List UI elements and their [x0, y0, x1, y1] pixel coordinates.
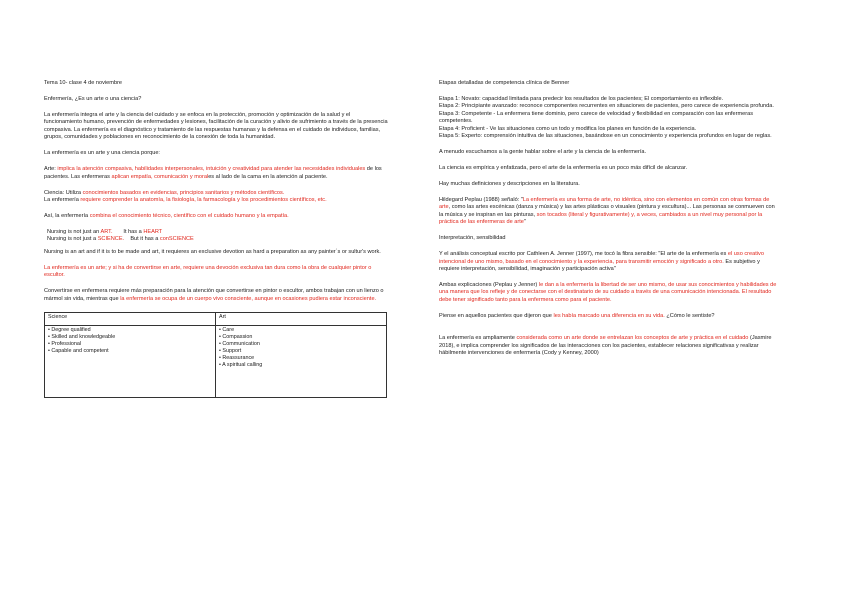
piense-highlight: les había marcado una diferencia en su vida.: [553, 312, 665, 319]
asi-highlight: combina el conocimiento técnico, científico con el cuidado humano y la empatía.: [89, 213, 289, 220]
arte-label: Arte:: [44, 166, 56, 173]
stage-5: Etapa 5: Experto: comprensión intuitiva de las situaciones, basándose en un conocimiento y experiencia profundos en lugar de reglas.: [439, 133, 772, 140]
final-text: La enfermería es ampliamente: [439, 335, 515, 342]
ciencia-highlight: conocimientos basados en evidencias, principios sanitarios y métodos científicos.: [82, 189, 285, 196]
science-header: Science: [45, 312, 216, 325]
page-title: Tema 10- clase 4 de noviembre: [44, 80, 123, 86]
ciencia-paragraph: [44, 190, 389, 205]
convertirse-text: Convertirse en enfermera requiere más preparación para la atención que convertirse en pintor o escultor, ambos trabajan con un lienzo o mármol sin vida, mientras que: [44, 288, 384, 302]
final-paragraph: [439, 335, 777, 357]
art-item: • Support: [219, 348, 383, 355]
arte-highlight: implica la atención compasiva, habilidades interpersonales, intuición y creatividad para atender las necesidades individuales: [57, 166, 366, 173]
art-item: • Reassurance: [219, 355, 383, 362]
heart-word: HEART: [143, 229, 163, 236]
science-item: • Degree qualified: [48, 327, 212, 334]
art-line-text: Nursing is not just an: [47, 229, 100, 236]
final-text-2: (Jasmire 2018), e implica comprender los significados de las interacciones con los pacientes, establecer relaciones significativas y realizar hábilmente intervenciones de enfermería (Cody y Kenney, 2000): [439, 335, 772, 357]
jenner-text-2: Es subjetivo y requiere interpretación, sensibilidad, imaginación y participación activa": [439, 258, 760, 273]
ambas-paragraph: [439, 282, 777, 304]
question-heading: Enfermería, ¿Es un arte o una ciencia?: [44, 96, 142, 102]
science-art-table: [44, 312, 387, 398]
piense-text: Piense en aquellos pacientes que dijeron que: [439, 312, 552, 319]
definiciones-paragraph: Hay muchas definiciones y descripciones en la literatura.: [439, 181, 580, 188]
definition-paragraph: La enfermería integra el arte y la ciencia del cuidado y se enfoca en la protección, promoción y optimización de la salud y el funcionamiento humano, prevención de enfermedades y lesiones, facilitación de la curación y alivio de sufrimiento a través de la presencia compasiva. La enfermería es el diagnóstico y tratamiento de las respuestas humanas y la defensa en el cuidado de individuos, familias, grupos, comunidades y poblaciones en reconocimiento de la conexión de toda la humanidad.: [44, 112, 388, 141]
final-highlight: considerada como un arte donde se entrelazan los conceptos de arte y práctica en el cuidado: [516, 335, 749, 342]
stage-4: Etapa 4: Proficient - Ve las situaciones como un todo y modifica los planes en función de la experiencia.: [439, 125, 697, 132]
arte-highlight-2: aplican empatía, comunicación y moral: [111, 173, 209, 180]
art-quote-lines: [44, 229, 389, 244]
asi-paragraph: [44, 213, 389, 220]
peplau-paragraph: [439, 197, 777, 227]
interpretacion-heading: Interpretación, sensibilidad: [439, 235, 506, 242]
conscience-word: conSCIENCE: [159, 236, 194, 243]
arte-paragraph: [44, 166, 389, 181]
ambas-highlight: le dan a la enfermería la libertad de ser uno mismo, de usar sus conocimientos y habilidades de una manera que los refleje y de conectarse con el destinatario de su cuidado a través de una comunicación intencionada. El resultado debe tener significado tanto para la enfermera como para el paciente.: [439, 282, 777, 303]
peplau-text: Hildegard Peplau (1988) señaló: ": [439, 197, 523, 204]
arte-text: de los pacientes. Las enfermeras: [44, 166, 382, 180]
peplau-close: ": [523, 219, 526, 226]
art-item: • Communication: [219, 341, 383, 348]
art-list: [219, 327, 383, 369]
jenner-highlight: el uso creativo intencional de uno mismo, basado en el conocimiento y la experiencia, para transmitir emoción y significado a otro.: [439, 251, 764, 265]
art-item: • A spiritual calling: [219, 362, 383, 369]
convertirse-highlight: la enfermería se ocupa de un cuerpo vivo consciente, aunque en ocasiones pudiera estar inconsciente.: [120, 295, 377, 302]
science-item: • Skilled and knowledgeable: [48, 334, 212, 341]
right-column: [439, 80, 777, 366]
arte-text-2: es al lado de la cama en la atención al paciente.: [208, 173, 328, 180]
science-cell: [45, 325, 216, 397]
peplau-text-2: , como las artes escénicas (danza y música) y las artes plásticas o visuales (pintura y escultura)... Las personas se conmueven con la música y se inspiran en las pinturas,: [439, 204, 775, 218]
ambas-text: Ambas explicaciones (Peplau y Jenner): [439, 282, 538, 289]
science-item: • Professional: [48, 341, 212, 348]
peplau-highlight: La enfermería es una forma de arte, no idéntica, sino con elementos en común con otras formas de arte: [439, 197, 770, 211]
art-word: ART.: [100, 229, 113, 236]
jenner-paragraph: [439, 251, 777, 273]
asi-text: Así, la enfermería: [44, 213, 89, 220]
art-header: Art: [216, 312, 387, 325]
science-list: [48, 327, 212, 355]
ciencias-paragraph: La ciencia es empírica y enfatizada, pero el arte de la enfermería es un poco más difícil de alcanzar.: [439, 165, 688, 172]
ciencia-text: Ciencia: Utiliza: [44, 189, 81, 196]
art-item: • Compassion: [219, 334, 383, 341]
nursing-art-quote: Nursing is an art and if it is to be made and art, it requieres an exclusive devotion as hard a preparation as any painter´s or sultur's work.: [44, 248, 381, 255]
art-cell: [216, 325, 387, 397]
conscience-line-text: But it has a: [130, 236, 159, 243]
nursing-art-translation: La enfermería es un arte; y si ha de convertirse en arte, requiere una devoción exclusiva tan dura como la obra de cualquier pintor o escultor.: [44, 264, 372, 279]
convertirse-paragraph: [44, 288, 389, 303]
art-item: • Care: [219, 327, 383, 334]
stage-3: Etapa 3: Competente - La enfermera tiene dominio, pero carece de velocidad y flexibilidad en comparación con las enfermeras competentes.: [439, 110, 754, 125]
peplau-highlight-2: son tocados (literal y figurativamente) y, a veces, cambiados a un nivel muy personal por la práctica de las enfermeras de arte: [439, 211, 763, 226]
stage-1: Etapa 1: Novato: capacidad limitada para predecir los resultados de los pacientes; El comportamiento es inflexible.: [439, 96, 724, 102]
jenner-text: Y el análisis conceptual escrito por Cathleen A. Jenner (1997), me tocó la fibra sensible: "El arte de la enfermería es: [439, 251, 727, 258]
piense-paragraph: [439, 313, 777, 320]
science-line-text: Nursing is not just a: [47, 236, 97, 243]
benner-stages: [439, 96, 777, 140]
science-item: • Capable and competent: [48, 348, 212, 355]
science-word: SCIENCE.: [97, 236, 125, 243]
left-column: [44, 80, 389, 398]
stage-2: Etapa 2: Principiante avanzado: reconoce componentes recurrentes en situaciones de pacientes, pero carece de experiencia profunda.: [439, 103, 774, 110]
ciencia-highlight-2: requiere comprender la anatomía, la fisiología, la farmacología y los procedimientos científicos, etc.: [80, 197, 327, 204]
ciencia-text-2: La enfermería: [44, 197, 79, 204]
menudo-paragraph: A menudo escuchamos a la gente hablar sobre el arte y la ciencia de la enfermería.: [439, 149, 647, 156]
benner-title: Etapas detalladas de competencia clínica de Benner: [439, 80, 570, 86]
art-science-intro: La enfermería es un arte y una ciencia porque:: [44, 150, 160, 157]
piense-text-2: ¿Cómo le sentiste?: [666, 312, 715, 319]
heart-line-text: It has a: [123, 229, 142, 236]
